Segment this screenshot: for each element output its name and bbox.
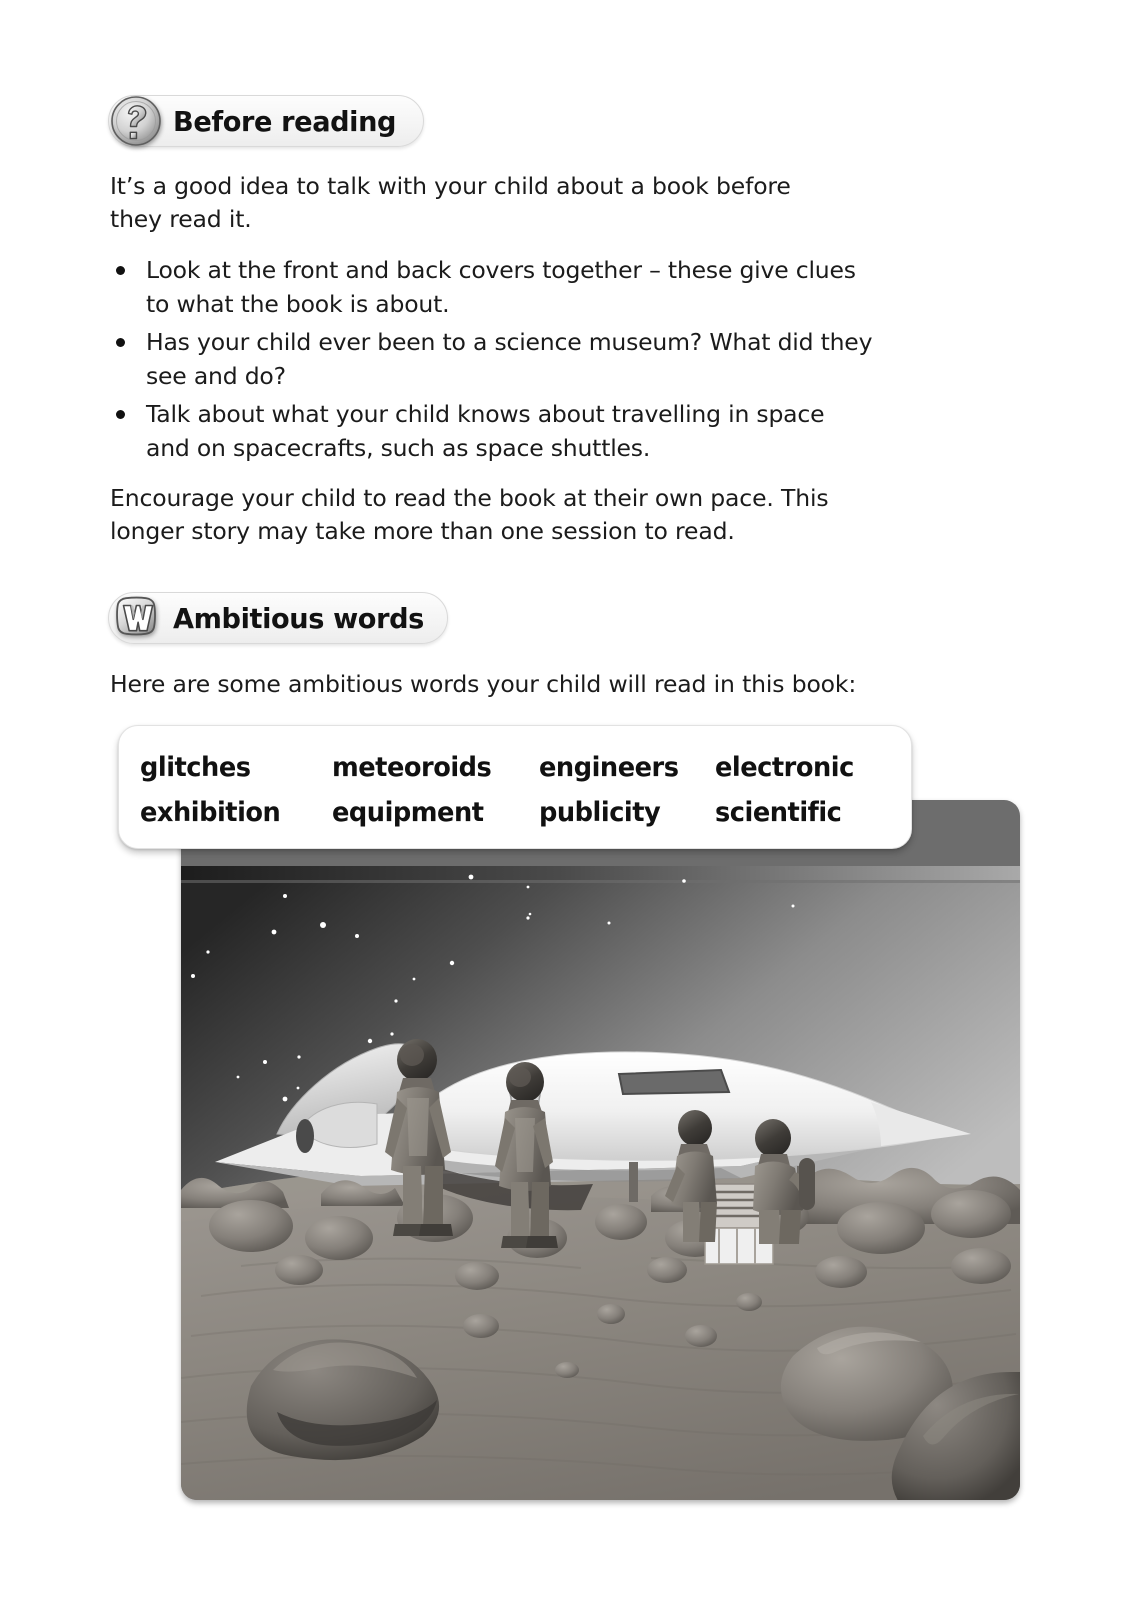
space-scene-illustration bbox=[181, 866, 1020, 1500]
list-item-line: Has your child ever been to a science museum? What did they bbox=[146, 328, 873, 356]
paragraph-line: It’s a good idea to talk with your child about a book before bbox=[110, 172, 791, 200]
list-item-line: and on spacecrafts, such as space shuttles. bbox=[146, 434, 651, 462]
ambitious-words-grid bbox=[140, 745, 861, 835]
paragraph-line: they read it. bbox=[110, 205, 252, 233]
list-item bbox=[110, 397, 910, 465]
before-reading-outro bbox=[110, 482, 828, 548]
ambitious-word: meteoroids bbox=[332, 752, 492, 783]
ambitious-word: engineers bbox=[539, 752, 679, 783]
ambitious-word: exhibition bbox=[140, 797, 281, 828]
ambitious-word: electronic bbox=[715, 752, 854, 783]
before-reading-intro bbox=[110, 170, 791, 236]
section-heading-before-reading bbox=[108, 95, 424, 147]
bullet-dot-icon bbox=[116, 338, 125, 347]
question-mark-badge-icon bbox=[108, 93, 164, 149]
heading-label: Ambitious words bbox=[173, 601, 424, 635]
spaceplane-on-rocky-planet-photo bbox=[181, 800, 1020, 1500]
ambitious-words-intro bbox=[110, 668, 856, 701]
letter-w-badge-icon bbox=[108, 590, 164, 646]
paragraph-line: longer story may take more than one session to read. bbox=[110, 517, 735, 545]
list-item-line: see and do? bbox=[146, 362, 286, 390]
ambitious-word: scientific bbox=[715, 797, 842, 828]
bullet-dot-icon bbox=[116, 410, 125, 419]
photo-image-area bbox=[181, 866, 1020, 1500]
paragraph-line: Here are some ambitious words your child will read in this book: bbox=[110, 670, 857, 698]
list-item-line: Look at the front and back covers together – these give clues bbox=[146, 256, 856, 284]
bullet-dot-icon bbox=[116, 266, 125, 275]
ambitious-word: equipment bbox=[332, 797, 484, 828]
ambitious-words-box bbox=[118, 725, 912, 849]
list-item bbox=[110, 325, 910, 393]
ambitious-word: glitches bbox=[140, 752, 251, 783]
paragraph-line: Encourage your child to read the book at their own pace. This bbox=[110, 484, 829, 512]
ambitious-word: publicity bbox=[539, 797, 661, 828]
list-item bbox=[110, 253, 910, 321]
heading-label: Before reading bbox=[173, 104, 397, 138]
before-reading-bullet-list bbox=[110, 253, 910, 469]
section-heading-ambitious-words bbox=[108, 592, 448, 644]
list-item-line: Talk about what your child knows about travelling in space bbox=[146, 400, 825, 428]
list-item-line: to what the book is about. bbox=[146, 290, 450, 318]
